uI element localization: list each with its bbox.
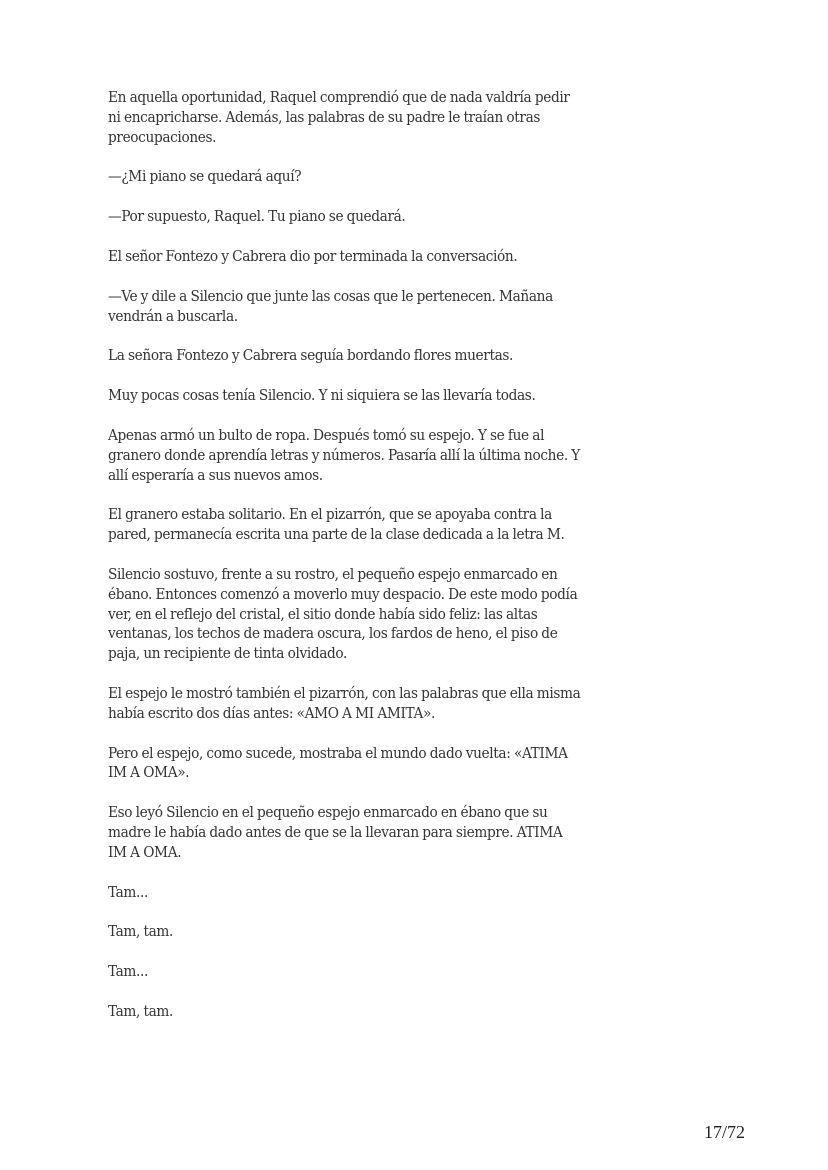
text-line: Silencio sostuvo, frente a su rostro, el pequeño espejo enmarcado en [108,564,558,583]
text-line: Eso leyó Silencio en el pequeño espejo enmarcado en ébano que su [108,803,548,822]
page-number: 17/72 [704,1122,746,1142]
text-line: ver, en el reflejo del cristal, el sitio donde había sido feliz: las altas [108,604,538,623]
paragraph [108,962,738,982]
paragraph [108,247,738,267]
text-line: IM A OMA». [108,763,190,782]
paragraph [108,883,738,903]
paragraph [108,207,738,227]
text-line: Muy pocas cosas tenía Silencio. Y ni siquiera se las llevaría todas. [108,386,536,405]
paragraph [108,88,738,147]
text-line: madre le había dado antes de que se la llevaran para siempre. ATIMA [108,822,563,841]
text-line: IM A OMA. [108,842,182,861]
text-line: La señora Fontezo y Cabrera seguía bordando flores muertas. [108,346,514,365]
paragraph [108,426,738,485]
text-line: granero donde aprendía letras y números. Pasaría allí la última noche. Y [108,445,580,464]
text-line: ventanas, los techos de madera oscura, los fardos de heno, el piso de [108,624,558,643]
text-line: allí esperaría a sus nuevos amos. [108,465,323,484]
text-line: Tam, tam. [108,922,173,941]
paragraph [108,287,738,327]
text-line: pared, permanecía escrita una parte de la clase dedicada a la letra M. [108,525,565,544]
text-line: vendrán a buscarla. [108,306,238,325]
paragraph [108,1002,738,1022]
text-line: —Ve y dile a Silencio que junte las cosas que le pertenecen. Mañana [108,286,553,305]
paragraph [108,167,738,187]
paragraph [108,922,738,942]
paragraph [108,386,738,406]
paragraph [108,803,738,862]
text-line: —Por supuesto, Raquel. Tu piano se quedará. [108,207,406,226]
paragraph [108,565,738,664]
text-line: preocupaciones. [108,127,217,146]
text-line: había escrito dos días antes: «AMO A MI AMITA». [108,703,435,722]
paragraph [108,346,738,366]
paragraph [108,744,738,784]
text-line: El granero estaba solitario. En el pizarrón, que se apoyaba contra la [108,505,552,524]
text-line: Tam, tam. [108,1001,173,1020]
text-line: El señor Fontezo y Cabrera dio por terminada la conversación. [108,246,518,265]
text-line: paja, un recipiente de tinta olvidado. [108,644,348,663]
text-line: Pero el espejo, como sucede, mostraba el mundo dado vuelta: «ATIMA [108,743,568,762]
text-line: Tam... [108,962,148,981]
paragraph [108,684,738,724]
text-line: Apenas armó un bulto de ropa. Después tomó su espejo. Y se fue al [108,425,545,444]
paragraph [108,505,738,545]
text-line: Tam... [108,882,148,901]
document-page [108,88,738,1042]
text-line: ébano. Entonces comenzó a moverlo muy despacio. De este modo podía [108,584,578,603]
text-line: —¿Mi piano se quedará aquí? [108,167,302,186]
text-line: ni encapricharse. Además, las palabras de su padre le traían otras [108,107,541,126]
text-line: El espejo le mostró también el pizarrón, con las palabras que ella misma [108,683,581,702]
text-line: En aquella oportunidad, Raquel comprendió que de nada valdría pedir [108,88,570,106]
